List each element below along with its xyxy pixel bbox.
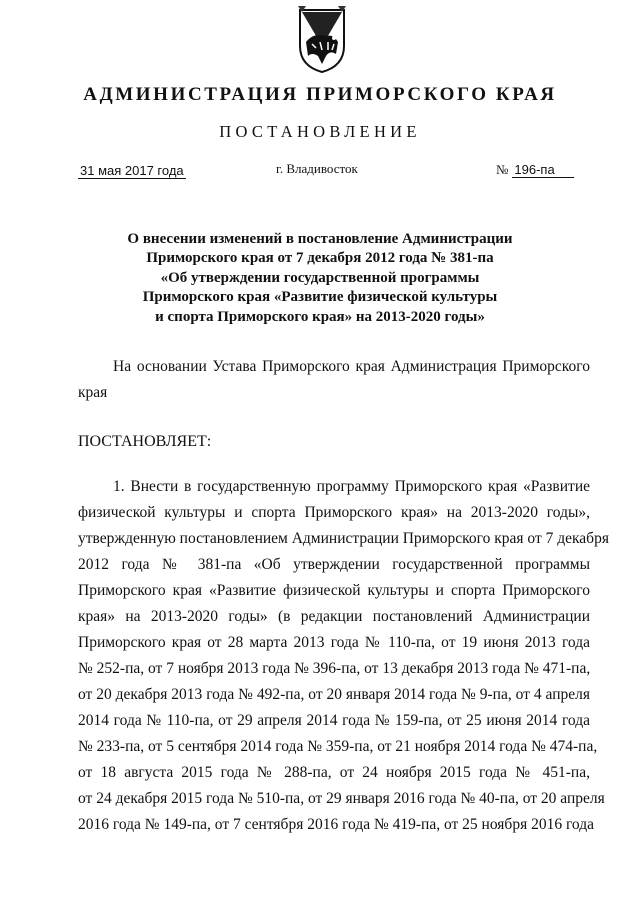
clause-line: физической культуры и спорта Приморского края» на 2013-2020 годы», [78,504,590,521]
document-number [496,162,574,178]
clause-line: 2014 года № 110-па, от 29 апреля 2014 года № 159-па, от 25 июня 2014 года [78,712,590,729]
number-value: 196-па [512,163,574,178]
clause-line: Приморского края «Развитие физической культуры и спорта Приморского [78,582,590,599]
clause-line: 2016 года № 149-па, от 7 сентября 2016 года № 419-па, от 25 ноября 2016 года [78,816,594,833]
clause-line: от 24 декабря 2015 года № 510-па, от 29 января 2016 года № 40-па, от 20 апреля [78,790,605,807]
number-prefix: № [496,162,509,177]
preamble-line: На основании Устава Приморского края Администрация Приморского [113,358,590,375]
title-line: «Об утверждении государственной программы [160,269,480,286]
clause-line: № 233-па, от 5 сентября 2014 года № 359-па, от 21 ноября 2014 года № 474-па, [78,738,598,755]
clause-line: № 252-па, от 7 ноября 2013 года № 396-па, от 13 декабря 2013 года № 471-па, [78,660,591,677]
document-type: ПОСТАНОВЛЕНИЕ [219,122,421,141]
clause-line: 1. Внести в государственную программу Приморского края «Развитие [113,478,590,495]
document-title [0,230,640,327]
title-line: Приморского края «Развитие физической культуры [142,289,498,306]
organization-name: АДМИНИСТРАЦИЯ ПРИМОРСКОГО КРАЯ [83,84,557,105]
title-line: и спорта Приморского края» на 2013-2020 годы» [155,308,485,325]
document-date [78,162,188,180]
clause-line: края» на 2013-2020 годы» (в редакции постановлений Администрации [78,608,590,625]
document-city: г. Владивосток [276,161,358,176]
clause-line: утвержденную постановлением Администрации Приморского края от 7 декабря [78,530,609,547]
coat-of-arms-icon [296,6,348,74]
title-line: О внесении изменений в постановление Администрации [127,231,513,247]
title-line: Приморского края от 7 декабря 2012 года № 381-па [146,250,494,267]
clause-line: от 20 декабря 2013 года № 492-па, от 20 января 2014 года № 9-па, от 4 апреля [78,686,590,703]
preamble-line: края [78,384,108,401]
clause-line: 2012 года № 381-па «Об утверждении государственной программы [78,556,590,573]
clause-line: Приморского края от 28 марта 2013 года № 110-па, от 19 июня 2013 года [78,634,590,651]
date-value: 31 мая 2017 года [80,163,184,178]
resolve-word: ПОСТАНОВЛЯЕТ: [78,433,212,450]
clause-line: от 18 августа 2015 года № 288-па, от 24 ноября 2015 года № 451-па, [78,764,590,781]
